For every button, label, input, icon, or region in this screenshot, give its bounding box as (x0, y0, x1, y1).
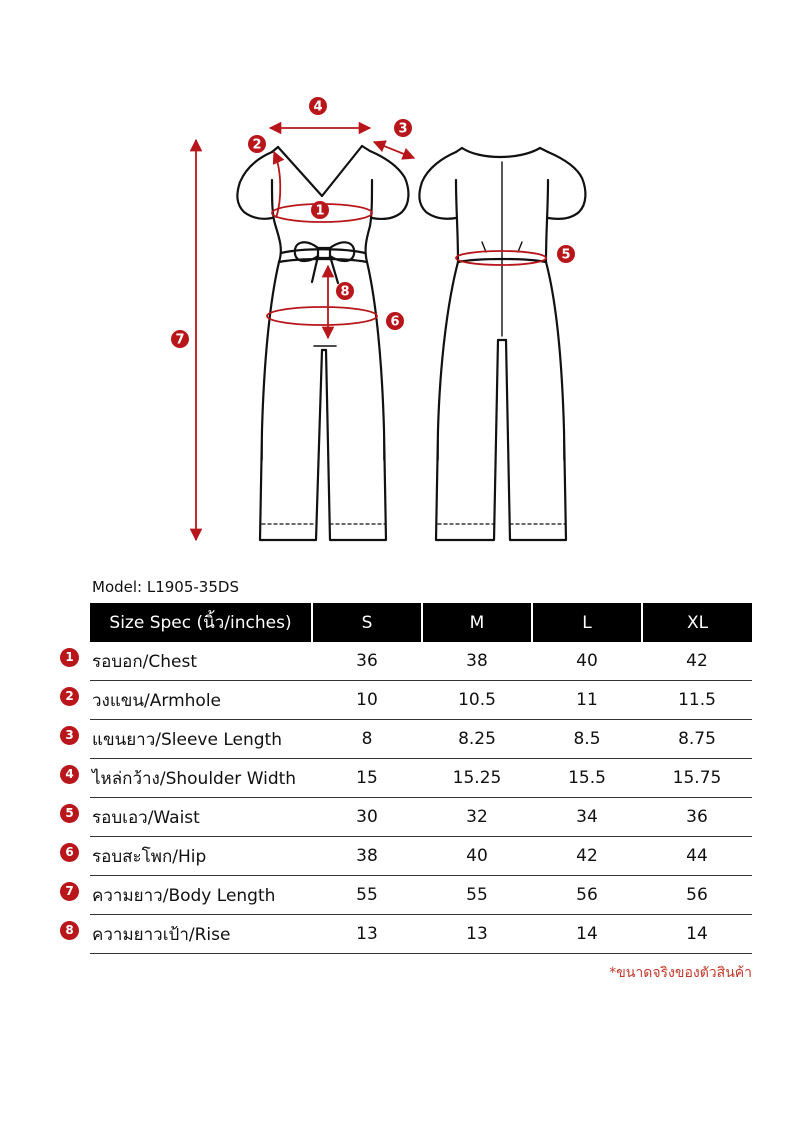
table-row (90, 642, 752, 681)
cell-s: 10 (312, 681, 422, 720)
row-marker: 3 (60, 726, 79, 745)
row-label (65, 876, 312, 915)
cell-xl: 11.5 (642, 681, 752, 720)
actual-size-note: *ขนาดจริงของตัวสินค้า (609, 965, 752, 981)
row-label-text: รอบอก/Chest (92, 651, 197, 672)
svg-text:1: 1 (315, 203, 325, 219)
header-size-spec: Size Spec (นิ้ว/inches) (90, 603, 312, 642)
header-size-m: M (422, 603, 532, 642)
diagram-marker-2 (248, 135, 266, 153)
back-view (419, 148, 585, 540)
table-row (90, 798, 752, 837)
diagram-marker-8 (336, 282, 354, 300)
diagram-marker-1 (311, 201, 329, 219)
row-marker: 2 (60, 687, 79, 706)
cell-xl: 8.75 (642, 720, 752, 759)
row-label-text: วงแขน/Armhole (92, 690, 222, 711)
cell-m: 15.25 (422, 759, 532, 798)
cell-l: 56 (532, 876, 642, 915)
row-label (65, 798, 312, 837)
header-size-l: L (532, 603, 642, 642)
cell-s: 55 (312, 876, 422, 915)
cell-s: 36 (312, 642, 422, 681)
header-size-s: S (312, 603, 422, 642)
svg-text:8: 8 (340, 284, 350, 300)
row-label (65, 837, 312, 876)
cell-xl: 36 (642, 798, 752, 837)
diagram-marker-5 (557, 245, 575, 263)
cell-xl: 14 (642, 915, 752, 954)
diagram-marker-3 (394, 119, 412, 137)
row-label (65, 720, 312, 759)
row-label (65, 915, 312, 954)
size-spec-table (65, 603, 752, 954)
cell-l: 42 (532, 837, 642, 876)
row-label (65, 681, 312, 720)
cell-xl: 44 (642, 837, 752, 876)
table-row (90, 720, 752, 759)
table-row (90, 681, 752, 720)
diagram-markers (171, 97, 575, 348)
cell-l: 15.5 (532, 759, 642, 798)
cell-l: 40 (532, 642, 642, 681)
diagram-marker-6 (386, 312, 404, 330)
table-header-row (90, 603, 752, 642)
row-label-text: รอบสะโพก/Hip (92, 846, 207, 867)
row-marker: 7 (60, 882, 79, 901)
row-label (65, 642, 312, 681)
row-label-text: ไหล่กว้าง/Shoulder Width (92, 768, 297, 789)
model-label: Model: L1905-35DS (92, 578, 239, 596)
diagram-marker-4 (309, 97, 327, 115)
table-row (90, 915, 752, 954)
cell-m: 38 (422, 642, 532, 681)
cell-s: 13 (312, 915, 422, 954)
cell-s: 38 (312, 837, 422, 876)
cell-m: 13 (422, 915, 532, 954)
jumpsuit-sketch (0, 0, 800, 560)
cell-s: 8 (312, 720, 422, 759)
header-size-xl: XL (642, 603, 752, 642)
cell-l: 11 (532, 681, 642, 720)
cell-m: 40 (422, 837, 532, 876)
row-label-text: แขนยาว/Sleeve Length (92, 729, 282, 750)
svg-text:4: 4 (313, 99, 323, 115)
cell-l: 14 (532, 915, 642, 954)
row-marker: 6 (60, 843, 79, 862)
row-marker: 5 (60, 804, 79, 823)
row-label-text: ความยาวเป้า/Rise (92, 924, 231, 945)
cell-m: 10.5 (422, 681, 532, 720)
cell-m: 8.25 (422, 720, 532, 759)
row-marker: 1 (60, 648, 79, 667)
row-marker: 4 (60, 765, 79, 784)
cell-l: 34 (532, 798, 642, 837)
svg-text:2: 2 (252, 137, 262, 153)
cell-xl: 15.75 (642, 759, 752, 798)
cell-s: 30 (312, 798, 422, 837)
cell-xl: 42 (642, 642, 752, 681)
row-marker: 8 (60, 921, 79, 940)
diagram-marker-7 (171, 330, 189, 348)
table-row (90, 759, 752, 798)
svg-text:5: 5 (561, 247, 571, 263)
row-label-text: รอบเอว/Waist (92, 807, 200, 828)
svg-text:3: 3 (398, 121, 408, 137)
cell-s: 15 (312, 759, 422, 798)
cell-l: 8.5 (532, 720, 642, 759)
svg-text:7: 7 (175, 332, 185, 348)
row-label-text: ความยาว/Body Length (92, 885, 276, 906)
cell-xl: 56 (642, 876, 752, 915)
cell-m: 55 (422, 876, 532, 915)
svg-text:6: 6 (390, 314, 400, 330)
cell-m: 32 (422, 798, 532, 837)
row-label (65, 759, 312, 798)
table-row (90, 837, 752, 876)
table-row (90, 876, 752, 915)
